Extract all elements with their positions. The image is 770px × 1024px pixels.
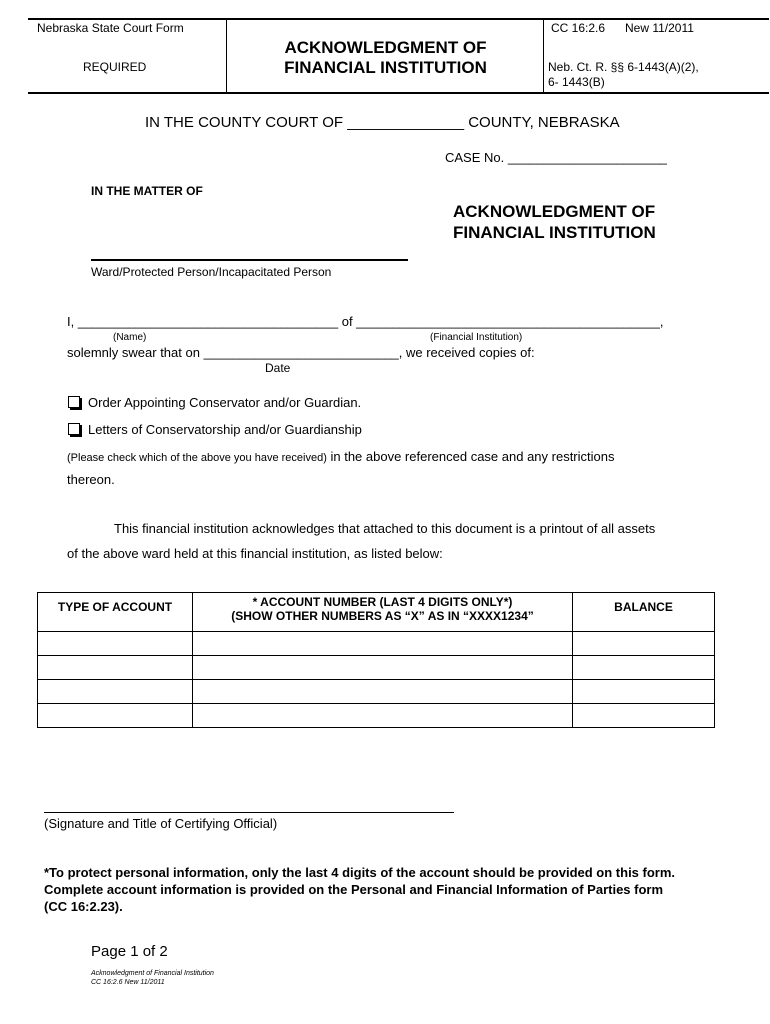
cell-account-number[interactable] — [193, 704, 573, 728]
institution-caption: (Financial Institution) — [430, 332, 523, 343]
matter-title — [453, 201, 656, 243]
checkbox-order-appointing[interactable] — [68, 396, 80, 408]
matter-label: IN THE MATTER OF — [91, 184, 203, 198]
option-order-appointing-label: Order Appointing Conservator and/or Guardian. — [88, 395, 362, 410]
header-title-line2: FINANCIAL INSTITUTION — [284, 58, 487, 77]
notice-line3: (CC 16:2.23). — [44, 899, 123, 914]
cell-type[interactable] — [38, 680, 193, 704]
footer-small — [91, 969, 214, 987]
option-letters[interactable] — [68, 422, 362, 437]
form-date: New 11/2011 — [625, 21, 694, 35]
cell-account-number[interactable] — [193, 656, 573, 680]
cell-balance[interactable] — [573, 704, 715, 728]
date-caption: Date — [265, 361, 291, 375]
cell-type[interactable] — [38, 704, 193, 728]
header-divider-left — [226, 18, 227, 94]
ack-line2: of the above ward held at this financial institution, as listed below: — [67, 546, 443, 561]
instructions-rest: in the above referenced case and any restrictions — [326, 449, 615, 464]
signature-caption: (Signature and Title of Certifying Official) — [44, 816, 278, 831]
header-title — [228, 38, 543, 78]
cell-type[interactable] — [38, 656, 193, 680]
official-signature-line — [44, 812, 454, 813]
oath-line2: solemnly swear that on ___________________________, we received copies of: — [67, 345, 535, 360]
header-account-number-line1: * ACCOUNT NUMBER (LAST 4 DIGITS ONLY*) — [252, 595, 513, 609]
header-type-of-account: TYPE OF ACCOUNT — [38, 593, 193, 632]
instructions-thereon: thereon. — [67, 472, 115, 487]
statute-line2: 6- 1443(B) — [548, 75, 605, 89]
checkbox-letters[interactable] — [68, 423, 80, 435]
page-number: Page 1 of 2 — [91, 943, 168, 960]
notice-line2: Complete account information is provided on the Personal and Financial Information of Parties form — [44, 882, 664, 897]
footer-small-line1: Acknowledgment of Financial Institution — [91, 970, 214, 977]
table-row[interactable] — [38, 680, 715, 704]
table-row[interactable] — [38, 632, 715, 656]
table-row[interactable] — [38, 656, 715, 680]
header-account-number — [193, 593, 573, 632]
oath-line1: I, ____________________________________ of __________________________________________, — [67, 314, 664, 329]
header-balance: BALANCE — [573, 593, 715, 632]
ack-line1: This financial institution acknowledges that attached to this document is a printout of all assets — [114, 521, 656, 536]
statute-reference — [548, 60, 699, 90]
form-label: Nebraska State Court Form — [37, 21, 184, 35]
cell-balance[interactable] — [573, 656, 715, 680]
instructions-line — [67, 448, 615, 466]
header-title-line1: ACKNOWLEDGMENT OF — [284, 38, 487, 57]
header-divider-right — [543, 18, 544, 94]
footer-small-line2: CC 16:2.6 New 11/2011 — [91, 979, 165, 986]
table-header-row — [38, 593, 715, 632]
cell-balance[interactable] — [573, 632, 715, 656]
statute-line1: Neb. Ct. R. §§ 6-1443(A)(2), — [548, 60, 699, 74]
form-number: CC 16:2.6 — [551, 21, 606, 35]
name-caption: (Name) — [113, 332, 147, 343]
table-row[interactable] — [38, 704, 715, 728]
option-order-appointing[interactable] — [68, 395, 361, 410]
court-line: IN THE COUNTY COURT OF ______________ COUNTY, NEBRASKA — [145, 114, 620, 131]
instructions-small: (Please check which of the above you have received) — [67, 452, 327, 464]
privacy-notice — [44, 864, 675, 915]
accounts-table — [37, 592, 715, 728]
case-number: CASE No. ______________________ — [445, 150, 667, 165]
cell-account-number[interactable] — [193, 632, 573, 656]
ward-signature-line — [91, 259, 408, 261]
notice-line1: *To protect personal information, only the last 4 digits of the account should be provided on this form. — [44, 865, 676, 880]
required-label: REQUIRED — [83, 60, 147, 74]
matter-title-line1: ACKNOWLEDGMENT OF — [453, 202, 656, 221]
header-account-number-line2: (SHOW OTHER NUMBERS AS “X” AS IN “XXXX1234” — [231, 609, 534, 623]
cell-type[interactable] — [38, 632, 193, 656]
cell-account-number[interactable] — [193, 680, 573, 704]
cell-balance[interactable] — [573, 680, 715, 704]
matter-title-line2: FINANCIAL INSTITUTION — [453, 223, 656, 242]
option-letters-label: Letters of Conservatorship and/or Guardianship — [88, 422, 362, 437]
ward-caption: Ward/Protected Person/Incapacitated Person — [91, 265, 332, 279]
